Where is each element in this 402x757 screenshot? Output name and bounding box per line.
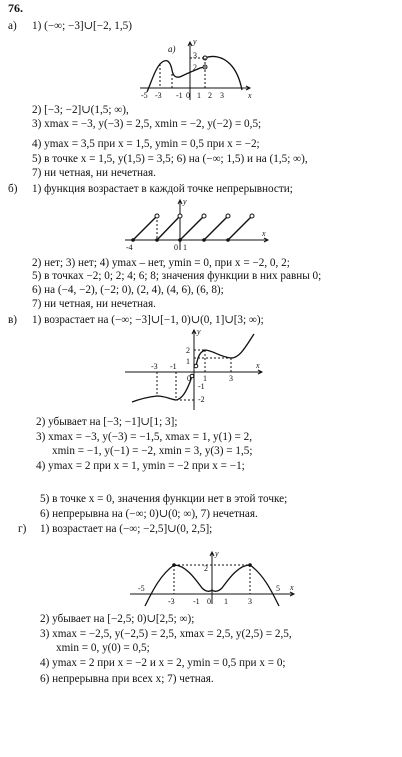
graph-a-tick: x [248,91,252,100]
graph-v-tick: -3 [151,362,158,371]
part-a-item2: 2) [−3; −2]∪(1,5; ∞), [32,104,129,116]
graph-v-tick: -1 [170,362,177,371]
part-b-item2: 2) нет; 3) нет; 4) ymax – нет, ymin = 0, при x = −2, 0, 2; [32,257,290,269]
graph-a-tick: -1 [176,91,183,100]
graph-a-tick: 0 [186,91,190,100]
graph-g-tick: -5 [138,584,145,593]
graph-g-tick: 0 [207,597,211,606]
part-v-item6: 6) непрерывна на (−∞; 0)∪(0; ∞), 7) нечетная. [40,508,258,520]
part-a-label: а) [8,20,17,32]
graph-b-tick: -4 [126,243,133,252]
part-a-item1: 1) (−∞; −3]∪[−2, 1,5) [32,20,132,32]
part-g-item2: 2) убывает на [−2,5; 0)∪[2,5; ∞); [40,613,195,625]
part-v-item4: 4) ymax = 2 при x = 1, ymin = −2 при x = −1; [36,460,245,472]
graph-a-tick: 2 [193,63,197,72]
graph-a-tick: 3 [193,51,197,60]
part-v-item5: 5) в точке x = 0, значения функции нет в этой точке; [40,493,288,505]
graph-g-tick: -1 [193,597,200,606]
graph-a-tick: 3 [220,91,224,100]
graph-b-tick: y [183,197,187,206]
part-b-item5: 5) в точках −2; 0; 2; 4; 6; 8; значения функции в них равны 0; [32,270,322,282]
part-a-item4: 4) ymax = 3,5 при x = 1,5, ymin = 0,5 при x = −2; [32,138,260,150]
graph-a-tick: -5 [141,91,148,100]
graph-v-tick: y [197,327,201,336]
part-a-item7: 7) ни четная, ни нечетная. [32,167,156,179]
part-b-label: б) [8,183,18,195]
part-b-item1: 1) функция возрастает в каждой точке непрерывности; [32,183,293,195]
graph-b-tick: x [262,229,266,238]
graph-a-label: а) [168,44,176,54]
graph-v-tick: 1 [203,374,207,383]
graph-b-tick: 1 [183,243,187,252]
graph-a-tick: 1 [197,91,201,100]
graph-v-tick: x [256,361,260,370]
graph-b-tick: 0 [174,243,178,252]
graph-g-tick: 1 [224,597,228,606]
graph-g-tick: 3 [248,597,252,606]
graph-a-tick: 2 [208,91,212,100]
part-v-item1: 1) возрастает на (−∞; −3]∪[−1, 0)∪(0, 1]∪[3; ∞); [32,314,264,326]
graph-g-tick: -3 [168,597,175,606]
part-g-item6: 6) непрерывна при всех x; 7) четная. [40,673,214,685]
graph-v-tick: 0 [187,374,191,383]
graph-g-tick: y [215,549,219,558]
part-g-item4: 4) ymax = 2 при x = −2 и x = 2, ymin = 0,5 при x = 0; [40,657,286,669]
graph-v-tick: -1 [198,382,205,391]
part-g-label: г) [18,523,27,535]
part-v-item3b: xmin = −1, y(−1) = −2, xmin = 3, y(3) = 1,5; [52,445,253,457]
part-g-item3a: 3) xmax = −2,5, y(−2,5) = 2,5, xmax = 2,5, y(2,5) = 2,5, [40,628,292,640]
graph-a-tick: y [193,37,197,46]
part-a-item5: 5) в точке x = 1,5, y(1,5) = 3,5; 6) на (−∞; 1,5) и на (1,5; ∞), [32,153,308,165]
graph-v-tick: -2 [198,395,205,404]
part-g-item1: 1) возрастает на (−∞; −2,5]∪(0, 2,5]; [40,523,213,535]
graph-v-tick: 1 [186,357,190,366]
part-g-item3b: xmin = 0, y(0) = 0,5; [56,642,150,654]
graph-g-tick: 5 [276,584,280,593]
part-v-label: в) [8,314,18,326]
graph-v-tick: 3 [229,374,233,383]
part-v-item3a: 3) xmax = −3, y(−3) = −1,5, xmax = 1, y(1) = 2, [36,431,252,443]
graph-g-tick: 2 [204,564,208,573]
graph-g-tick: x [290,583,294,592]
graph-v-tick: 2 [186,346,190,355]
problem-number: 76. [8,1,23,15]
part-v-item2: 2) убывает на [−3; −1]∪[1; 3]; [36,416,178,428]
graph-a-tick: -3 [155,91,162,100]
part-a-item3: 3) xmax = −3, y(−3) = 2,5, xmin = −2, y(−2) = 0,5; [32,118,262,130]
part-b-item7: 7) ни четная, ни нечетная. [32,298,156,310]
part-b-item6: 6) на (−4, −2), (−2; 0), (2, 4), (4, 6), (6, 8); [32,284,224,296]
